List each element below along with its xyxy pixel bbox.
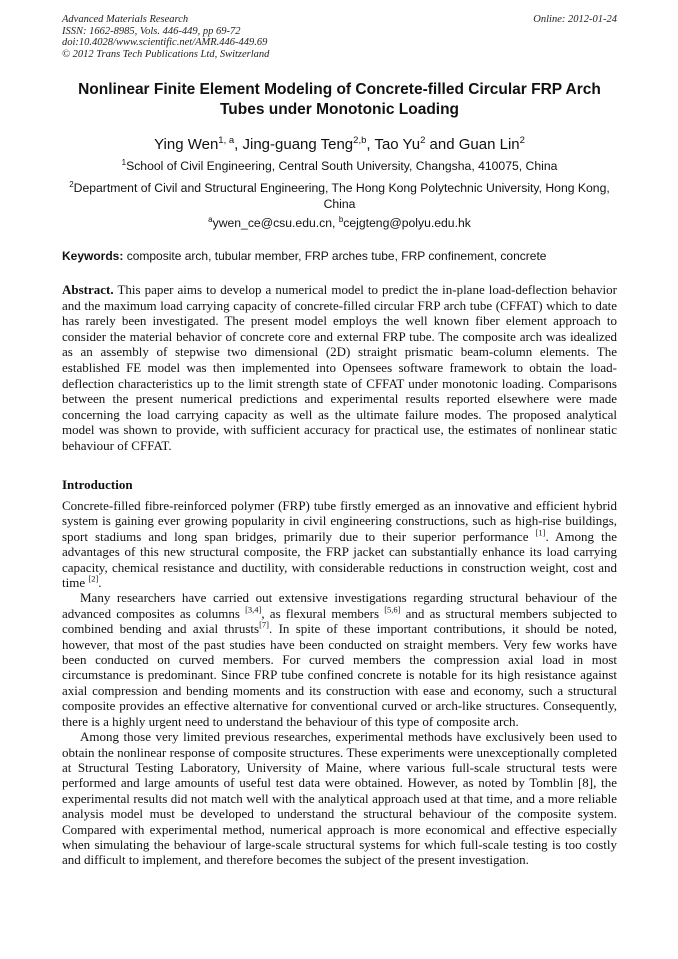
abstract-label: Abstract. [62, 282, 114, 297]
keywords-label: Keywords: [62, 249, 124, 263]
body-text: . [98, 575, 102, 591]
keywords-line [62, 248, 617, 264]
body-text: Many researchers have carried out extensive investigations regarding structural behaviour of the advanced composites as columns [62, 590, 617, 621]
body-text: Concrete-filled fibre-reinforced polymer (FRP) tube firstly emerged as an innovative and efficient hybrid system is gaining ever growing popularity in civil engineering constructions, such as high-rise buildings, sport stadiums and long span bridges, primarily due to their superior performance [62, 498, 617, 544]
abstract-text: This paper aims to develop a numerical model to predict the in-plane load-deflection behavior and the maximum load carrying capacity of concrete-filled circular FRP arch tube (CFFAT) which to date has rarely been investigated. The present model employs the well known fiber element approach to consider the material behavior of concrete core and external FRP tube. The composite arch was idealized as an assembly of stepwise two dimensional (2D) straight prismatic beam-column elements. The established FE model was then implemented into Opensees software framework to obtain the load-deflection characteristics up to the limit strength state of CFFAT under monotonic loading. Comparisons between the present numerical predictions and experimental results reported elsewhere were made concerning the load carrying capacity as well as the ultimate failure modes. The proposed analytical model was shown to provide, with sufficient accuracy for practical use, the estimates of nonlinear static behaviour of CFFAT. [62, 282, 617, 453]
email-link[interactable]: cejgteng@polyu.edu.hk [343, 216, 471, 231]
body-text: , as flexural members [261, 605, 385, 621]
citation[interactable]: [7] [259, 619, 270, 630]
author-name: Ying Wen [154, 136, 219, 153]
section-heading: Introduction [62, 477, 133, 492]
body-text: . Among the advantages of this new structural composite, the FRP jacket can substantially enhance its load carrying capacity, chemical resistance and ductility, with considerable reductions in construction weight, cost and time [62, 528, 617, 591]
author-superscript: 1, a [218, 135, 235, 146]
author-conjunction: and [425, 136, 459, 153]
abstract-paragraph [62, 282, 617, 454]
email-marker: b [338, 215, 344, 224]
body-text: . In spite of these important contributions, it should be noted, however, that most of the past studies have been conducted on straight members. Very few works have been conducted on curved members. For curved members the compression axial load in most circumstance is predominant. Since FRP tube confined concrete is notable for its high resistance against axial compression and bending moments and its construction with ease and economy, such a structural composite provides an effective alternative for conventional curved or arch-like structures. Consequently, there is a highly urgent need to understand the behaviour of this type of composite arch. [62, 621, 617, 729]
copyright-line: © 2012 Trans Tech Publications Ltd, Switzerland [62, 48, 270, 60]
intro-paragraph-2 [62, 590, 617, 729]
citation[interactable]: [5,6] [384, 604, 401, 615]
author-separator: , [234, 136, 243, 153]
author-superscript: 2,b [353, 135, 367, 146]
online-date: Online: 2012-01-24 [533, 14, 617, 25]
intro-paragraph-1 [62, 498, 617, 590]
doi-line: doi:10.4028/www.scientific.net/AMR.446-449.69 [62, 37, 268, 48]
journal-header [62, 14, 617, 60]
author-emails [62, 212, 617, 231]
author-superscript: 2 [519, 135, 525, 146]
journal-name: Advanced Materials Research [62, 14, 189, 25]
author-name: Guan Lin [458, 136, 520, 153]
affiliation-2 [62, 177, 617, 212]
issn-line: ISSN: 1662-8985, Vols. 446-449, pp 69-72 [62, 25, 241, 37]
email-marker: a [208, 215, 213, 224]
affiliation-1 [62, 155, 617, 174]
affiliation-marker: 2 [69, 180, 74, 189]
keywords-text: composite arch, tubular member, FRP arches tube, FRP confinement, concrete [123, 249, 547, 263]
paper-title: Nonlinear Finite Element Modeling of Concrete-filled Circular FRP Arch Tubes under Monotonic Loading [78, 81, 601, 118]
affiliation-text: School of Civil Engineering, Central South University, Changsha, 410075, China [126, 159, 558, 174]
author-superscript: 2 [420, 135, 426, 146]
affiliation-text: Department of Civil and Structural Engineering, The Hong Kong Polytechnic University, Hong Kong, China [73, 181, 610, 212]
intro-paragraph-3: Among those very limited previous researches, experimental methods have exclusively been used to obtain the nonlinear response of composite structures. These experiments were unexceptionally completed at Structural Testing Laboratory, University of Maine, where various full-scale structural tests were performed and large amounts of useful test data were obtained. However, as noted by Tomblin [8], the experimental results did not match well with the analytical approach used at that time, and a more reliable analysis model must be developed to understand the structural behaviour of the composite system. Compared with experimental method, numerical approach is more economical and effective especially when simulating the behaviour of large-scale structural systems for which full-scale testing is too costly and difficult to implement, and therefore becomes the subject of the present investigation. [62, 729, 617, 868]
email-link[interactable]: ywen_ce@csu.edu.cn, [212, 216, 339, 231]
citation[interactable]: [2] [88, 573, 99, 584]
body-text: and as structural members subjected to combined bending and axial thrusts [62, 605, 617, 637]
introduction-body [62, 498, 617, 868]
author-name: Tao Yu [374, 136, 421, 153]
author-separator: , [366, 136, 375, 153]
citation[interactable]: [1] [535, 527, 546, 538]
author-name: Jing-guang Teng [242, 136, 354, 153]
citation[interactable]: [3,4] [245, 604, 262, 615]
affiliation-marker: 1 [121, 158, 127, 167]
author-list [62, 131, 617, 154]
